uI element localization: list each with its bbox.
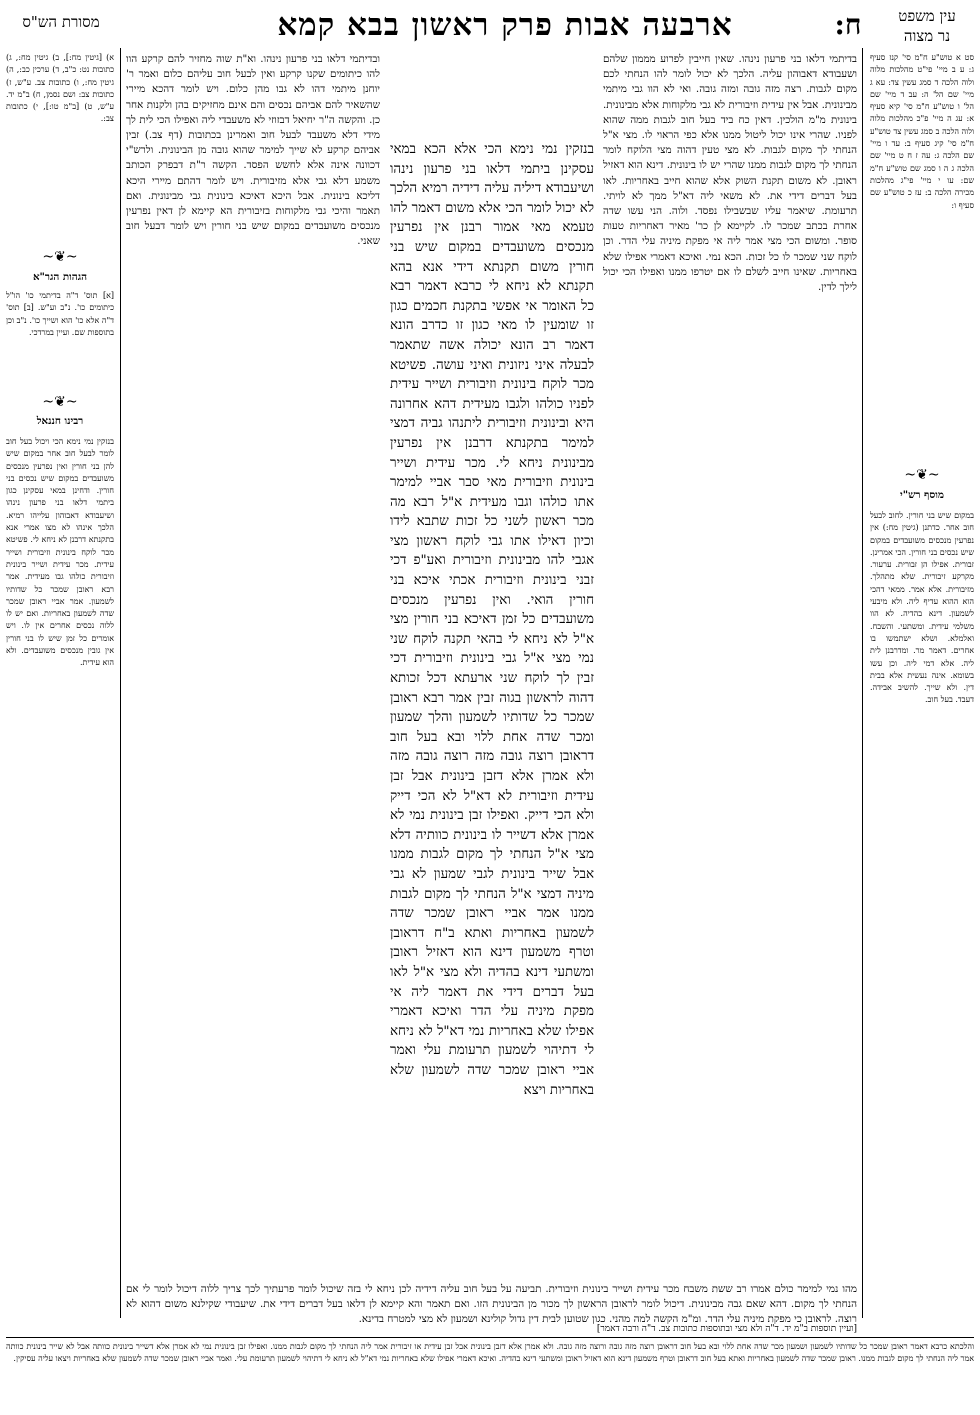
rashi-column [603,52,857,1284]
rabbeinu-chananel-text: בנזקין נמי נימא הכי ויכול בעל חוב לומר לבעל חוב אחר במקום שיש להן בני חורין ואין נפרעין מנכסים משועבדים במקום שיש נכסים בני חורין. ודחינן במאי עסקינן כגון ביתמי דלאו בני פרעון נינהו ושיעבודא דאבוהון עלייהו רמיא. הלכך אינהו לא מצו אמרי אנא בתקנתא דרבנן לא ניחא לי. פשיטא מכר לוקח בינונית וזיבורית ושייר עידית. מכר עידית ושייר בינונית וזיבורית כולהו גבו מעידית. אמר רבא ראובן שמכר כל שדותיו לשמעון. אמר אביי ראובן שמכר שדה לשמעון באחריות. ואם יש לו ללוה נכסים אחרים אין לו. ויש אומרים כל זמן שיש לו בני חורין אין גובין מנכסים משועבדים. ולא הוא עידית. [6,437,114,668]
page-title: ארבעה אבות פרק ראשון בבא קמא [277,7,733,43]
musaf-rashi-text: במקום שיש בני חורין. לחוב לבעל חוב אחר. כדתנן (גיטין מח:) אין נפרעין מנכסים משועבדים במקום שיש נכסים בני חורין. הכי אמרינן. זבורית. אפילו הן זבורית. ערעור. מקרקע זיבורית. שלא מתהלך. מזיבורית. אלא אמר. ממאי דהכי הוא ההוא עדיף ליה. ולא מיבעי לשמעון. דינא בהדיה. לא הוו משלמי עידית. ומשתעי. והשבח. ואלמלא. ושלא ישתמשו בו אחרים. דאמר מר. ומדרבנן לית ליה. אלא דמי ליה. וכן עשו בשומא. אינה נעשית אלא בבית דין. ולא שייך. להשיב אבידה. דעבד. בעל חוב. [870,511,974,705]
hagahot-text: [א] תוס' ד"ה בדיתמי כו' הו"ל כיתומים כו'. נ"ב וע"ש. [ב] תוס' ד"ה אלא כו' הוא ושייך כו'. נ"ב וכן בתוספות שם. ועיין במרדכי. [6,291,114,337]
ornament-divider: ~❦~ [904,468,940,482]
masoret-text: א) [גיטין מח:], ב) גיטין מח:, ג) כתובות נט: כ"ב, ד) ערכין כב:, ה) גיטין מח:, ו) כתובות צב. ע"ש, ז) כתובות צב: ושם נסמן, ח) ב"מ יד. ע"ש, ט) [ב"מ טו:], י) כתובות צב:. [6,53,114,124]
daf-number: ח: [834,8,862,41]
hagahot-column [6,290,114,390]
column-rule-right [862,48,863,1318]
gemara-text: בנזקין נמי נימא הכי אלא הכא במאי עסקינן ביתמי דלאו בני פרעון נינהו ושיעבודא דיליה עליה דידיה רמיא הלכך לא יכול לומר הכי אלא משום דאמר להו טעמא מאי אמור רבנן אין נפרעין מנכסים משועבדים במקום שיש בני חורין משום תקנתא דידי אנא בהא תקנתא לא ניחא לי כרבא דאמר רבא כל האומר אי אפשי בתקנת חכמים כגון זו שומעין לו מאי כגון זו כדרב הונא דאמר רב הונא יכולה אשה שתאמר לבעלה איני ניזונית ואיני עושה. פשיטא מכר לוקח בינונית וזיבורית ושייר עידית לפניו כולהו ולגבו מעידית דהא אחרונה היא ובינונית וזיבורית ליתנהו גביה דמצי למימר בתקנתא דרבנן אין נפרעין מבינונית ניחא לי. מכר עידית ושייר בינונית וזיבורית מאי סבר אביי למימר אתו כולהו וגבו מעידית א"ל רבא מה מכר ראשון לשני כל זכות שתבא לידו וכיון דאילו אתו גבי לוקח ראשון מצי אגבי להו מבינונית וזיבורית ואע"פ דכי זבני בינונית וזיבורית אכתי איכא בני חורין הואי. ואין נפרעין מנכסים משועבדים כל זמן דאיכא בני חורין מצי א"ל לא ניחא לי בהאי תקנה לוקח שני נמי מצי א"ל גבי בינונית וזיבורית דכי זבין לך לוקח שני ארעתא דכל זכותא דהוה לראשון בגוה זבין אמר רבא ראובן שמכר כל שדותיו לשמעון והלך שמעון ומכר שדה אחת ללוי ובא בעל חוב דראובן רוצה גובה מזה רוצה גובה מזה ולא אמרן אלא דזבן בינונית אבל זבן עידית וזיבורית לא דא"ל לא הכי דייק ולא הכי דייק. ואפילו זבן בינונית נמי לא אמרן אלא דשייר לו בינונית כוותיה דלא מצי א"ל הנחתי לך מקום לגבות ממנו אבל שייר בינונית לגבי שמעון לא גבי מיניה דמצי א"ל הנחתי לך מקום לגבות ממנו אמר אביי ראובן שמכר שדה לשמעון באחריות ואתא ב"ח דראובן וטרף משמעון דינא הוא דאזיל ראובן ומשתעי דינא בהדיה ולא מצי א"ל לאו בעל דברים דידי את דאמר ליה אי מפקת מיניה עלי הדר ואיכא דאמרי אפילו שלא באחריות נמי דא"ל לא ניחא לי דתיהוי לשמעון תרעומת עלי ואמר אביי ראובן שמכר שדה לשמעון שלא באחריות ויצא [390,142,594,1098]
hagahot-title: הגהות הגר"א [32,271,88,283]
tosafot-continuation [126,1282,857,1324]
ein-mishpat-column [870,52,974,447]
tosafot-text: ובדיתמי דלאו בני פרעון נינהו. וא"ת שוה מחזיר להם קרקע הוו להו כיתומים שקנו קרקע ואין לבעל חוב עליהם כלום ואמר ר' יוחנן מיתמי דהו לא גבו מהן כלום. ויש לומר דהכא מיירי שהשאיר להם אביהם נכסים והם אינם מחזיקים בהן ולקנות אחר כן. והקשה ה"ר יחיאל דבזוזי לא משעבדי ליה ואפילו הכי לית לך מידי דלא משעבד לבעל חוב ואמרינן בכתובות (דף צב.) זבין אביהם קרקע לא שייך למימר שהוא גובה מן הבינונית. ולרש"י דכוונה אינה אלא לחשש הפסד. הקשה ר"ת דבפרק הכותב משמע דלא גבי אלא מזיבורית. ויש לומר דהתם מיירי היכא דליכא בינונית. אבל היכא דאיכא בינונית גבי מבינונית. ואם תאמר והיכי גבי מלקוחות בזיבורית הא קיימא לן דאין נפרעין מנכסים משועבדים במקום שיש בני חורין ויש לומר דבעל חוב שאני. [126,53,380,248]
ein-mishpat-header [886,6,968,52]
ein-mishpat-text: סט א טוש"ע ח"מ סי' קנז סעיף ג: ע ב מיי' פי"ט מהלכות מלוה ולוה הלכה ד סמג עשין צד: עא ג מיי' שם הל' ה: עב ד מיי' שם הל' ו טוש"ע ח"מ סי' קיא סעיף א: עג ה מיי' פ"כ מהלכות מלוה ולוה הלכה ב סמג עשין צד טוש"ע ח"מ סי' קיג סעיף ב: עד ו מיי' שם הלכה ג: עה ז ח ט מיי' שם הלכה ג ה ו סמג שם טוש"ע ח"מ שם: עו י מיי' פי"ג מהלכות מכירה הלכה ב: עז כ טוש"ע שם סעיף ו: [870,53,974,210]
musaf-rashi-column [870,510,974,1300]
footnote-reference: [ועיין תוספות ב"מ יד. ד"ה ולא מצי ובתוספות כתובות צב. ד"ה ורבה דאמר] [596,1324,857,1334]
tosafot-column [126,52,380,1284]
ornament-divider: ~❦~ [42,250,78,264]
bottom-commentary-text: והלכתא כרבא דאמר ראובן שמכר כל שדותיו לשמעון ושמעון מכר שדה אחת ללוי ובא בעל חוב דראובן רוצה מזה גובה ורוצה מזה גובה. ולא אמרן אלא דזבן בינונית אבל זבן עידית או זיבורית אמר ליה הנחתי לך מקום לגבות ממנו. ואפילו זבן בינונית נמי לא אמרן אלא דשייר בינונית כוותה אבל לא שייר בינונית כוותה אמר ליה הנחתי לך מקום לגבות ממנו. ראובן שמכר שדה לשמעון באחריות ואתא בעל חוב דראובן וטרף משמעון דינא הוא דאזיל ראובן ומשתעי דינא בהדיה. ואיכא דאמרי אפילו שלא באחריות נמי דא"ל לא ניחא לי דתיהוי לשמעון תרעומת עלי. ואמר אביי ראובן שמכר שדה לשמעון שלא באחריות ויצאו עליה עסיקין. [6,1342,974,1364]
bottom-commentary [6,1341,974,1413]
masoret-hashas-header: מסורת הש"ס [22,13,100,31]
masoret-column [6,52,114,232]
gemara-text-block [390,140,594,1140]
ein-mishpat-title: עין משפט [898,7,956,25]
column-rule-left [120,48,121,1318]
rashi-text: בדיתמי דלאו בני פרעון נינהו. שאין חייבין לפרוע מממון שלהם ושעבודא דאבוהון עליה. הלכך לא יכול לומר להו הנחתי לכם מקום לגבות. רצה מזה גובה ומזה גובה. ואי לא הוו גבי מיתמי מבינונית. אבל אין עידית וזיבורית לא גבי מלקוחות אלא מבינונית. בינונית מ"מ הולכין. דאין כח ביד בעל חוב לגבות ממה שהוא לפניו. שהרי אינו יכול ליטול ממנו אלא כפי הראוי לו. מצי א"ל הנחתי לך מקום לגבות. לא מצי טעין דהוה מצי הלוקח לומר הנחתי לך מקום לגבות ממנו שהרי יש לו בינונית. דינא הוא דאזיל ראובן. לא משום תקנת השוק אלא שהוא חייב באחריות. לאו בעל דברים דידי את. לא משאי ליה דא"ל ממך לא לויתי. תרעומת. שיאמר עליו שבשבילו נפסד. ולוה. הני עשו שדה אחרת בכתב שמכר לו. לקיימא לן כר' מאיר דאחריות טעות סופר. ומשום הכי מצי אמר ליה אי מפקת מיניה עלי הדר. וכן לוקח שני שמכר לו כל זכות. הכא נמי. ואיכא דאמרי אפילו שלא באחריות. שאינו חייב לשלם לו אם יטרפו ממנו ואפילו הכי יכול לילך לדין. [603,53,857,294]
musaf-rashi-title: מוסף רש"י [900,489,944,501]
rabbeinu-chananel-title: רבינו חננאל [36,415,84,427]
tosafot-continuation-text: מהו נמי למימר כולם אמרו רב ששת משבח מכר עידית ושייר בינונית וזיבורית. תביעה על בעל חוב עליה דידיה לכן ניחא לי בזה שיכול לומר פרעתיך לכך צריך ללוה דיכול לומר לי אם הנחתי לך מקום. דהא שאם גבה מבינונית. דיכול לומר לראובן הראשון לך מכור מן הבינונית הזו. ואם תאמר והא קיימא לן דלאו בעל דברים דידי את. שיעבודי שקילנא משום דהוא לא רוצה. לראובן כי מפקת מיניה עלי הדר. ומ"מ הקשה למה מהני. כגון שטוען לבית דין גדול קולינא ושמעון לא מצי למטרח בדינא. [126,1283,857,1324]
ornament-divider: ~❦~ [42,395,78,409]
rabbeinu-chananel-column [6,436,114,1316]
ner-mitzvah-title: נר מצוה [903,27,951,45]
bottom-rule [6,1337,974,1338]
